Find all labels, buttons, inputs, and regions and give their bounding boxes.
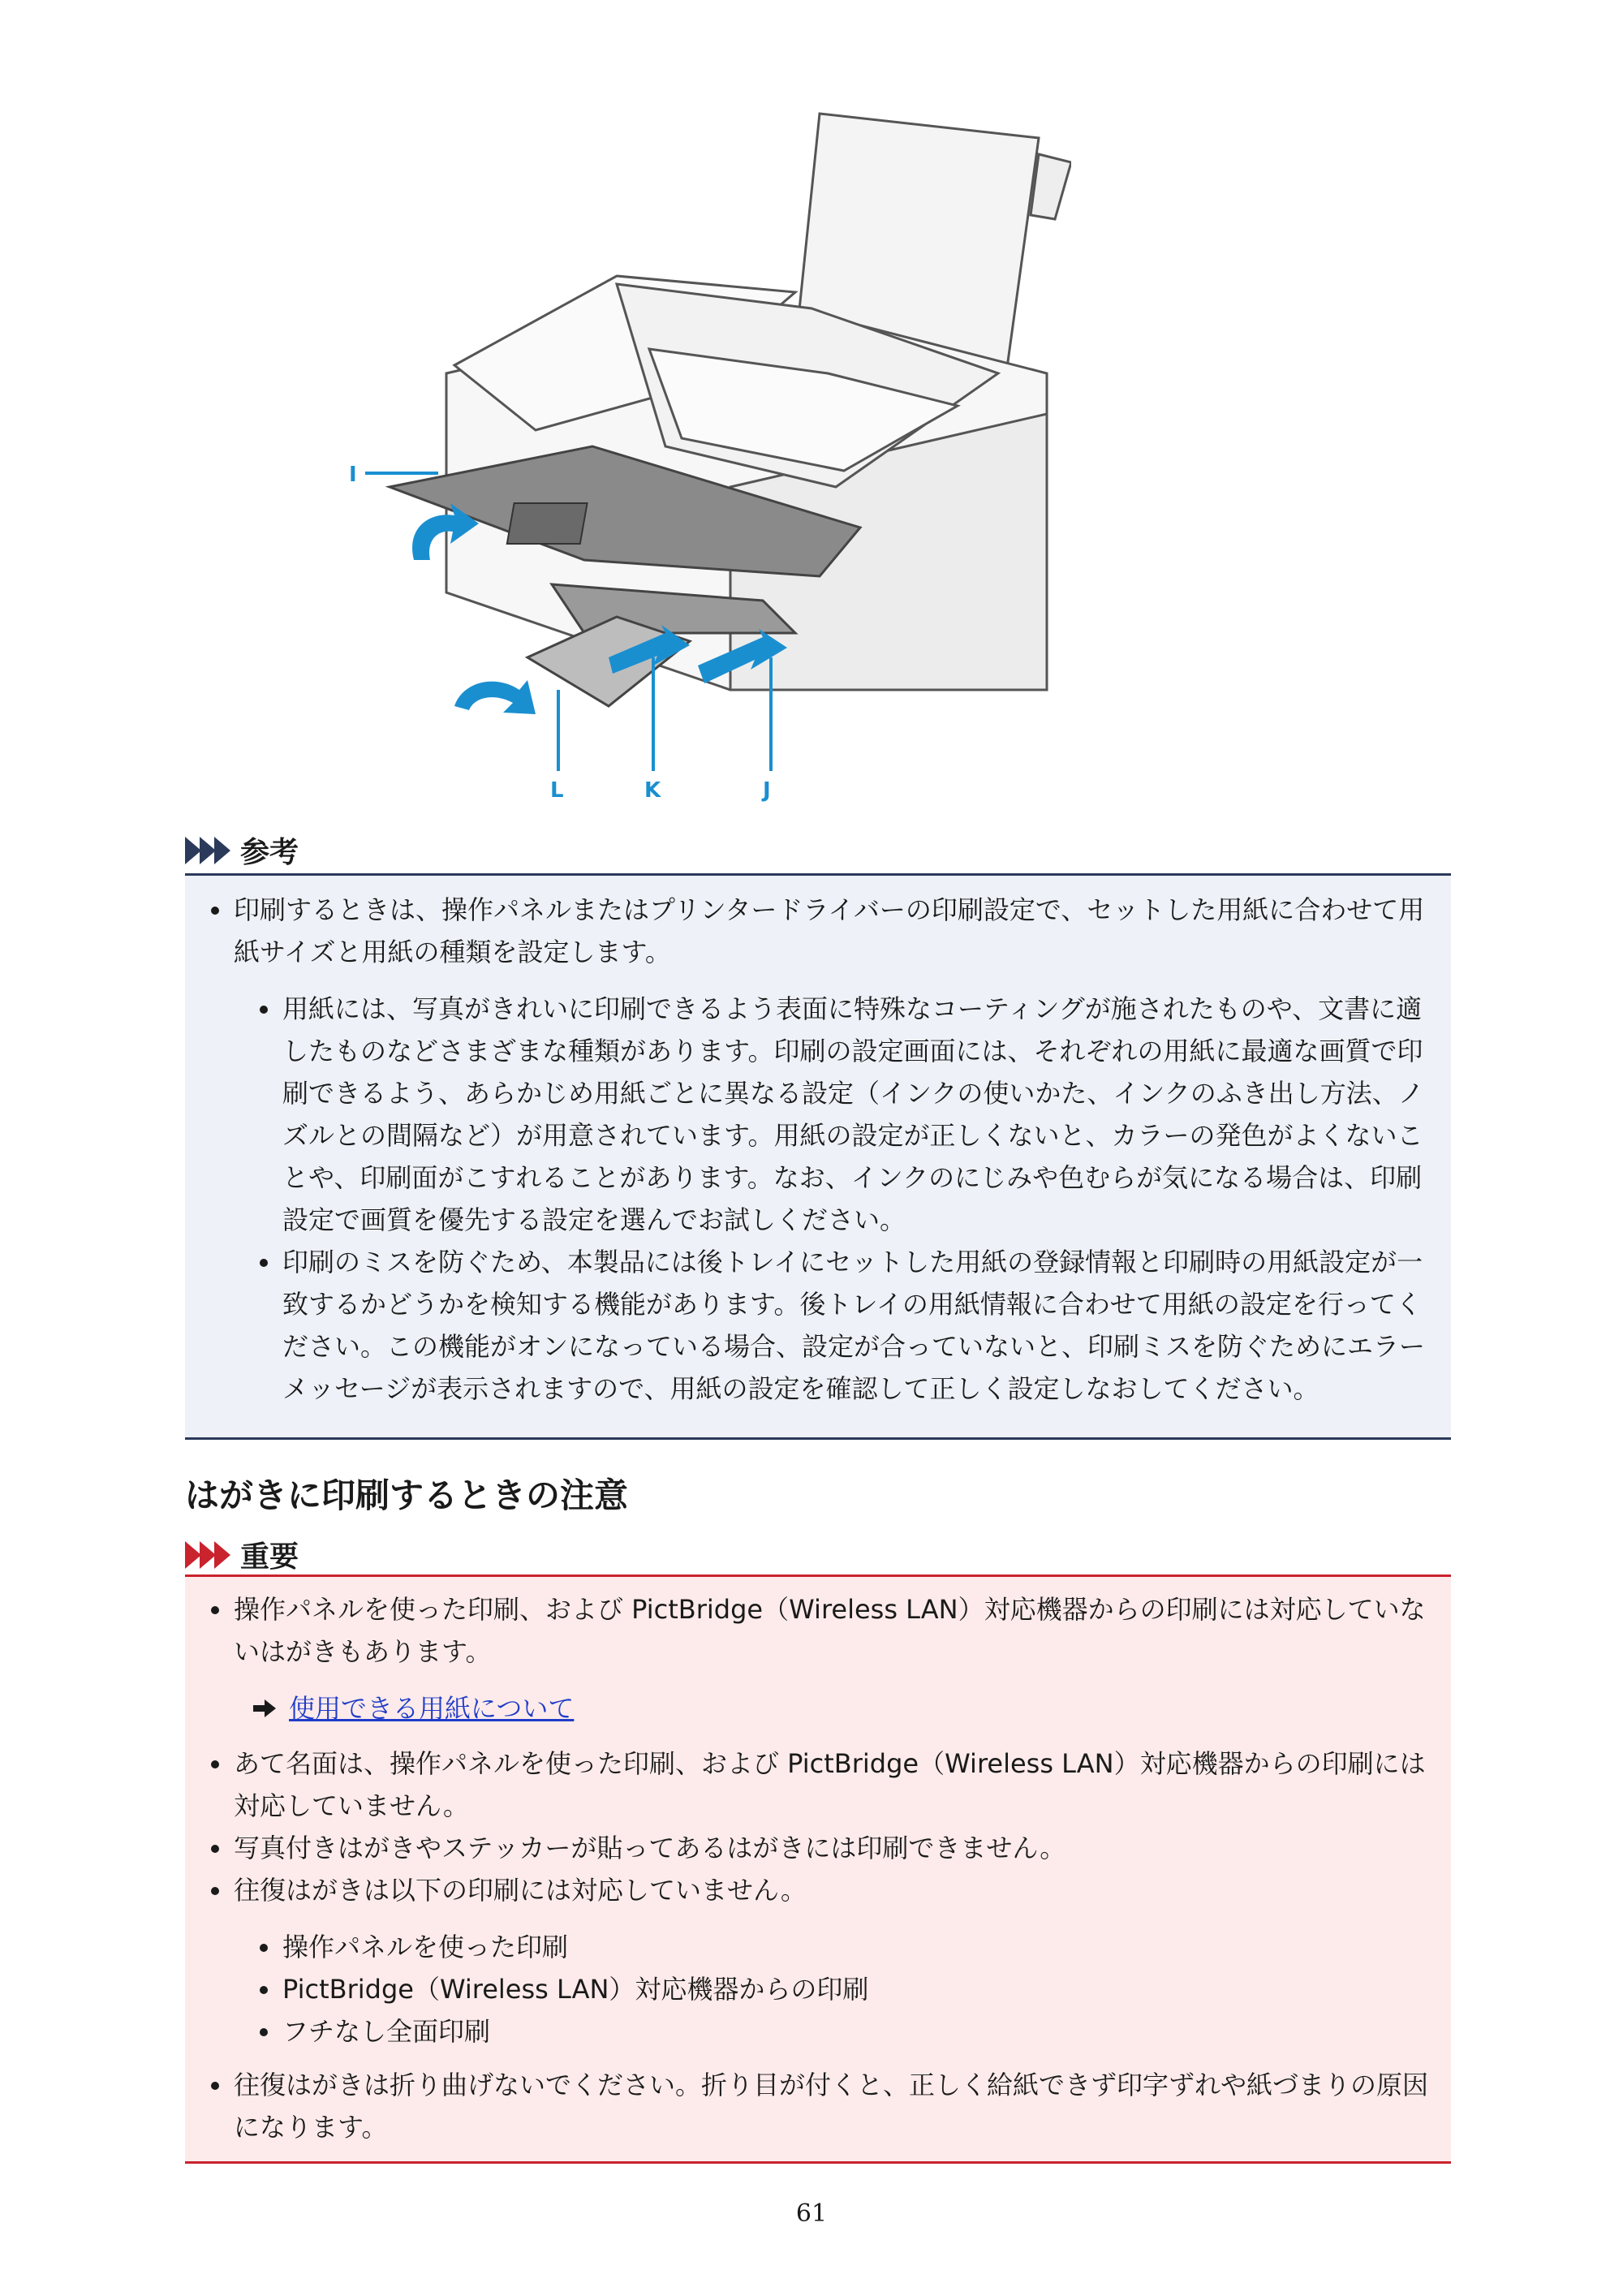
important-item: 操作パネルを使った印刷、および PictBridge（Wireless LAN）対応機器からの印刷には対応していないはがきもあります。 [204,1588,1431,1673]
page-number: 61 [795,2199,828,2228]
section-title: はがきに印刷するときの注意 [185,1475,629,1515]
label-k: K [644,778,661,803]
important-box [185,1574,1451,2164]
important-item: 往復はがきは以下の印刷には対応していません。 [204,1869,1431,1911]
arrow-right-icon [253,1699,276,1717]
important-heading [185,1534,299,1575]
note-chevron-icon [185,837,229,864]
label-l: L [550,778,564,803]
important-sub-item: PictBridge（Wireless LAN）対応機器からの印刷 [253,1968,1431,2010]
label-i: I [349,463,357,487]
note-sub-item: 印刷のミスを防ぐため、本製品には後トレイにセットした用紙の登録情報と印刷時の用紙設定が一致するかどうかを検知する機能があります。後トレイの用紙情報に合わせて用紙の設定を行ってください。この機能がオンになっている場合、設定が合っていないと、印刷ミスを防ぐためにエラーメッセージが表示されますので、用紙の設定を確認して正しく設定しなおしてください。 [253,1241,1431,1410]
important-sub-item: フチなし全面印刷 [253,2010,1431,2053]
important-heading-text: 重要 [240,1540,299,1574]
usable-paper-link[interactable]: 使用できる用紙について [289,1693,575,1724]
link-row [204,1687,1431,1730]
note-heading [185,829,299,871]
important-item: 往復はがきは折り曲げないでください。折り目が付くと、正しく給紙できず印字ずれや紙づまりの原因になります。 [204,2064,1431,2148]
note-sub-item: 用紙には、写真がきれいに印刷できるよう表面に特殊なコーティングが施されたものや、文書に適したものなどさまざまな種類があります。印刷の設定画面には、それぞれの用紙に最適な画質で印刷できるよう、あらかじめ用紙ごとに異なる設定（インクの使いかた、インクのふき出し方法、ノズルとの間隔など）が用意されています。用紙の設定が正しくないと、カラーの発色がよくないことや、印刷面がこすれることがあります。なお、インクのにじみや色むらが気になる場合は、印刷設定で画質を優先する設定を選んでお試しください。 [253,988,1431,1241]
note-item: 印刷するときは、操作パネルまたはプリンタードライバーの印刷設定で、セットした用紙に合わせて用紙サイズと用紙の種類を設定します。 [204,889,1431,973]
important-item: あて名面は、操作パネルを使った印刷、および PictBridge（Wireless LAN）対応機器からの印刷には対応していません。 [204,1742,1431,1827]
printer-illustration [341,106,1071,803]
important-chevron-icon [185,1541,229,1569]
important-sub-item: 操作パネルを使った印刷 [253,1926,1431,1968]
label-j: J [763,778,771,803]
important-item: 写真付きはがきやステッカーが貼ってあるはがきには印刷できません。 [204,1827,1431,1869]
note-heading-text: 参考 [240,836,299,869]
note-box [185,873,1451,1440]
